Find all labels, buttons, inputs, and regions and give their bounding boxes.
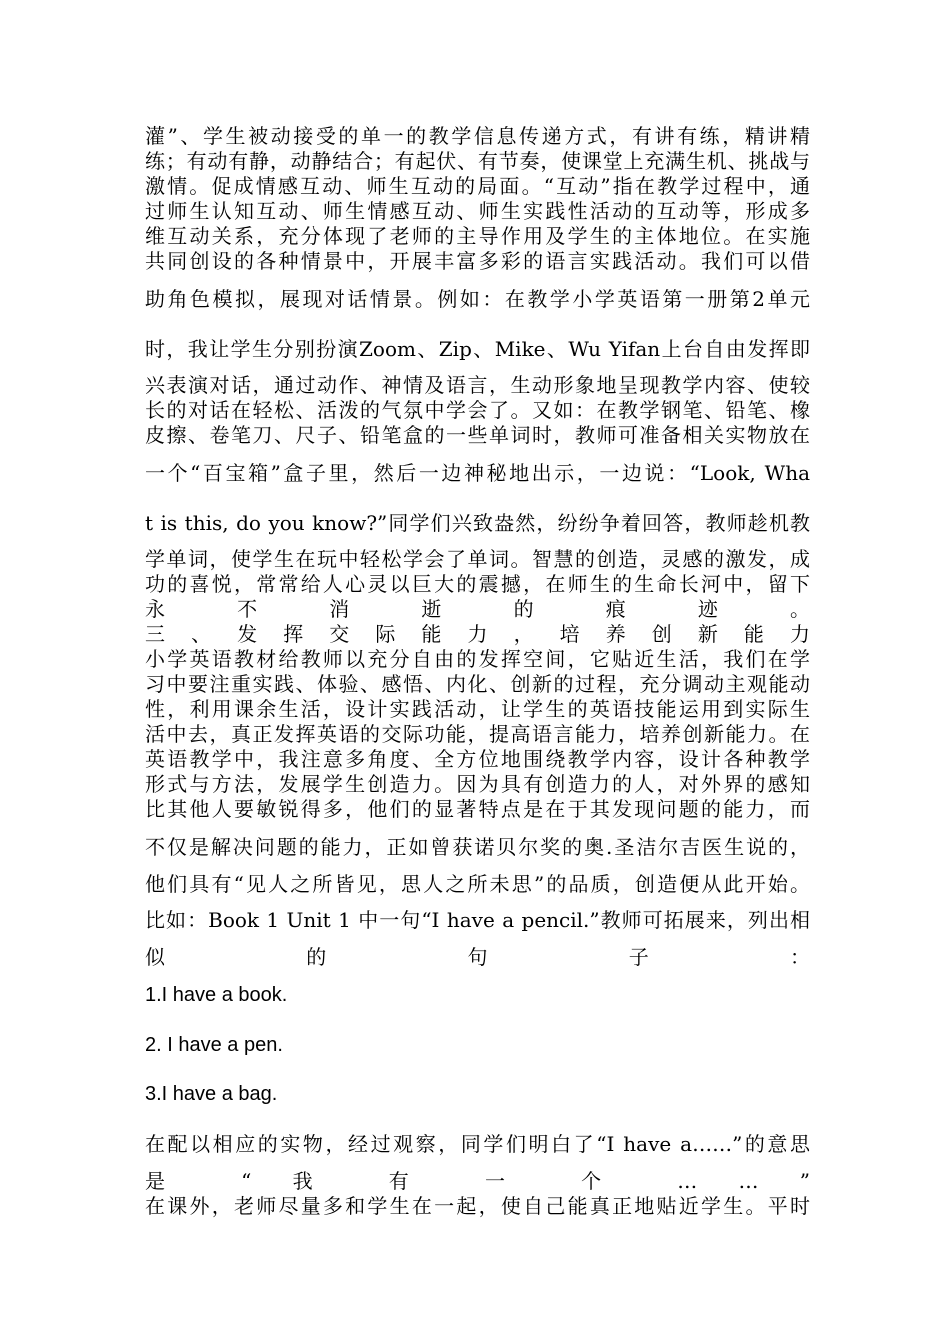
paragraph-line: 练；有动有静，动静结合；有起伏、有节奏，使课堂上充满生机、挑战与 [145, 149, 810, 173]
paragraph-line: 在课外，老师尽量多和学生在一起，使自己能真正地贴近学生。平时 [145, 1194, 810, 1218]
paragraph-line: 小学英语教材给教师以充分自由的发挥空间，它贴近生活，我们在学 [145, 647, 810, 671]
paragraph-line: 过师生认知互动、师生情感互动、师生实践性活动的互动等，形成多 [145, 199, 810, 223]
paragraph-line: 在配以相应的实物，经过观察，同学们明白了“I have a……”的意思 [145, 1132, 810, 1156]
paragraph-line: 共同创设的各种情景中，开展丰富多彩的语言实践活动。我们可以借 [145, 249, 810, 273]
paragraph-line: 性，利用课余生活，设计实践活动，让学生的英语技能运用到实际生 [145, 697, 810, 721]
example-sentence: 1.I have a book. [145, 984, 288, 1006]
paragraph-line: 他们具有“见人之所皆见，思人之所未思”的品质，创造便从此开始。 [145, 872, 810, 896]
paragraph-line: 长的对话在轻松、活泼的气氛中学会了。又如：在教学钢笔、铅笔、橡 [145, 398, 810, 422]
paragraph-line: 维互动关系，充分体现了老师的主导作用及学生的主体地位。在实施 [145, 224, 810, 248]
paragraph-line: 活中去，真正发挥英语的交际功能，提高语言能力，培养创新能力。在 [145, 722, 810, 746]
paragraph-line: 比如：Book 1 Unit 1 中一句“I have a pencil.”教师可拓展来，列出相 [145, 908, 810, 932]
paragraph-line: 皮擦、卷笔刀、尺子、铅笔盒的一些单词时，教师可准备相关实物放在 [145, 423, 810, 447]
paragraph-line: 是 “ 我 有 一 个 … … ” [145, 1169, 810, 1193]
section-heading: 三 、 发 挥 交 际 能 力 ， 培 养 创 新 能 力 [145, 622, 810, 646]
paragraph-line: 灌”、学生被动接受的单一的教学信息传递方式，有讲有练，精讲精 [145, 124, 810, 148]
paragraph-line: 比其他人要敏锐得多，他们的显著特点是在于其发现问题的能力，而 [145, 797, 810, 821]
paragraph-line: 形式与方法，发展学生创造力。因为具有创造力的人，对外界的感知 [145, 772, 810, 796]
paragraph-line: 不仅是解决问题的能力，正如曾获诺贝尔奖的奥.圣洁尔吉医生说的， [145, 835, 810, 859]
paragraph-line: 激情。促成情感互动、师生互动的局面。“互动”指在教学过程中，通 [145, 174, 810, 198]
paragraph-line: 助角色模拟，展现对话情景。例如：在教学小学英语第一册第2单元 [145, 287, 810, 311]
paragraph-line: 永 不 消 逝 的 痕 迹 。 [145, 597, 810, 621]
paragraph-line: t is this, do you know?”同学们兴致盎然，纷纷争着回答，教师趁机教 [145, 511, 810, 535]
paragraph-line: 功的喜悦，常常给人心灵以巨大的震撼，在师生的生命长河中，留下 [145, 572, 810, 596]
example-sentence: 3.I have a bag. [145, 1083, 278, 1105]
paragraph-line: 兴表演对话，通过动作、神情及语言，生动形象地呈现教学内容、使较 [145, 373, 810, 397]
paragraph-line: 英语教学中，我注意多角度、全方位地围绕教学内容，设计各种教学 [145, 747, 810, 771]
example-sentence: 2. I have a pen. [145, 1034, 283, 1056]
paragraph-line: 一个“百宝箱”盒子里，然后一边神秘地出示，一边说：“Look, Wha [145, 461, 810, 485]
paragraph-line: 学单词，使学生在玩中轻松学会了单词。智慧的创造，灵感的激发，成 [145, 547, 810, 571]
paragraph-line: 习中要注重实践、体验、感悟、内化、创新的过程，充分调动主观能动 [145, 672, 810, 696]
paragraph-line: 时，我让学生分别扮演Zoom、Zip、Mike、Wu Yifan上台自由发挥即 [145, 337, 810, 361]
paragraph-line: 似 的 句 子 ： [145, 945, 810, 969]
